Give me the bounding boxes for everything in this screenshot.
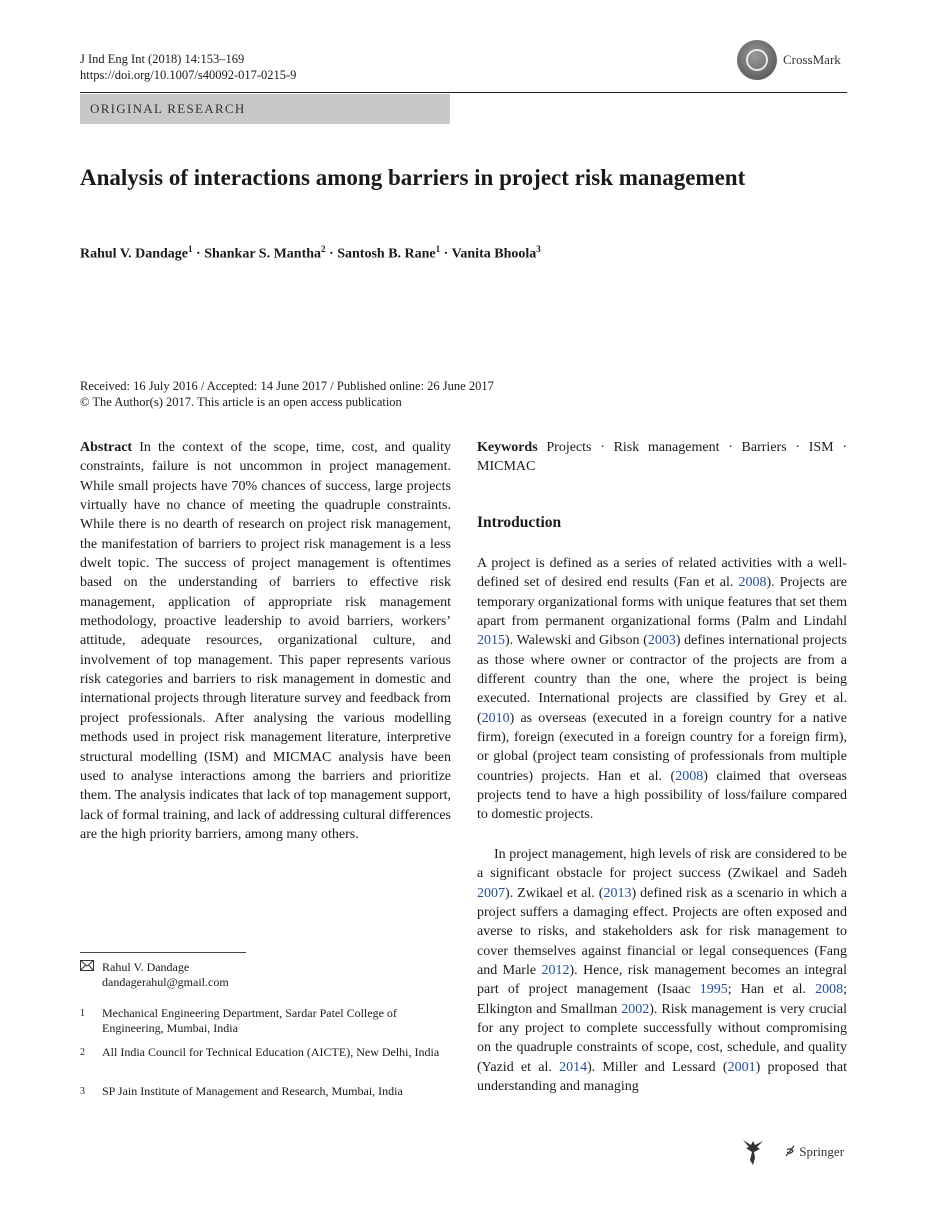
keywords bbox=[477, 438, 847, 477]
paragraph-text: ) as overseas (executed in a foreign country for a native firm), foreign (executed in a foreign country for a foreign firm), or global (project team consisting of professionals from multiple countries) projects. Han et al. ( bbox=[477, 710, 847, 784]
citation-link[interactable]: 1995 bbox=[699, 982, 728, 998]
publisher-logo bbox=[740, 1138, 850, 1168]
citation-link[interactable]: 2008 bbox=[738, 575, 767, 591]
corresponding-author bbox=[80, 960, 452, 992]
author-affiliation-mark: 1 bbox=[435, 244, 441, 254]
affiliation-text: SP Jain Institute of Management and Research, Mumbai, India bbox=[102, 1084, 403, 1098]
author-separator: · bbox=[440, 246, 452, 262]
springer-horse-icon bbox=[740, 1138, 766, 1166]
paragraph-text: ). Zwikael et al. ( bbox=[505, 885, 604, 901]
paragraph-text: ) defines international projects as those where owner or contractor of the projects are from a different country than the one, where the project is being executed. International projects are classified by Grey et al. ( bbox=[477, 633, 848, 726]
crossmark-label: CrossMark bbox=[783, 52, 841, 67]
affiliation-text: Mechanical Engineering Department, Sardar Patel College of Engineering, Mumbai, India bbox=[102, 1006, 397, 1036]
affiliation-1 bbox=[80, 1006, 452, 1038]
affiliation-text: All India Council for Technical Education (AICTE), New Delhi, India bbox=[102, 1045, 440, 1059]
paragraph-text: ). Risk management is very crucial for any project to complete successfully without compromising on the quadruple constraints of scope, cost, schedule, and quality (Yazid et al. bbox=[477, 1001, 847, 1075]
author-affiliation-mark: 2 bbox=[321, 244, 326, 254]
paragraph-text: ; Han et al. bbox=[727, 982, 816, 998]
author-affiliation-mark: 1 bbox=[188, 244, 193, 254]
citation-link[interactable]: 2001 bbox=[727, 1059, 756, 1075]
paragraph-text: ). Miller and Lessard ( bbox=[587, 1059, 728, 1075]
affiliation-number: 2 bbox=[80, 1047, 85, 1058]
author-name[interactable]: Shankar S. Mantha bbox=[204, 246, 322, 262]
header-divider bbox=[80, 92, 847, 93]
affiliation-2 bbox=[80, 1045, 452, 1077]
envelope-icon bbox=[80, 960, 94, 976]
author-separator: · bbox=[325, 246, 338, 262]
footnote-divider bbox=[80, 952, 246, 953]
doi-link[interactable]: https://doi.org/10.1007/s40092-017-0215-9 bbox=[80, 67, 297, 82]
paragraph-text: ) proposed that understanding and managing bbox=[477, 1059, 847, 1095]
section-banner-label: ORIGINAL RESEARCH bbox=[90, 101, 246, 116]
citation-link[interactable]: 2008 bbox=[675, 768, 704, 784]
paragraph-text: ). Walewski and Gibson ( bbox=[505, 633, 648, 649]
contact-name: Rahul V. Dandage bbox=[102, 960, 190, 974]
citation-link[interactable]: 2013 bbox=[603, 885, 632, 901]
section-banner bbox=[80, 94, 450, 124]
springer-mark-icon bbox=[784, 1145, 796, 1157]
article-title: Analysis of interactions among barriers in project risk management bbox=[80, 165, 746, 190]
author-name[interactable]: Rahul V. Dandage bbox=[80, 246, 189, 262]
paragraph-text: ). Projects are temporary organizational forms with unique features that set them apart from permanent organizational forms (Palm and Lindahl bbox=[477, 575, 847, 630]
keywords-label: Keywords bbox=[477, 440, 538, 455]
citation-link[interactable]: 2014 bbox=[559, 1059, 588, 1075]
affiliation-3 bbox=[80, 1084, 452, 1116]
history-dates: Received: 16 July 2016 / Accepted: 14 June 2017 / Published online: 26 June 2017 bbox=[80, 379, 494, 393]
citation-link[interactable]: 2012 bbox=[541, 963, 570, 979]
citation-link[interactable]: 2015 bbox=[477, 633, 505, 649]
introduction-heading: Introduction bbox=[477, 514, 562, 531]
abstract-text: In the context of the scope, time, cost, and quality constraints, failure is not uncommon in project management. While small projects have 70% chances of success, large projects virtually have no chance of meeting the quadruple constraints. While there is no dearth of research on project risk management, the manifestation of barriers to project risk management is a less dwelt topic. The success of project management is oftentimes based on the understanding of barriers to effective risk management, application of appropriate risk management methodology, proactive leadership to avoid barriers, workers’ attitude, adequate resources, organizational culture, and involvement of top management. This paper represents various risk categories and barriers to risk management in domestic and international projects through literature survey and feedback from project professionals. After analysing the various modelling methods used in project risk management literature, interpretive structural modelling (ISM) and MICMAC analysis have been used to analyse interactions among the barriers and prioritize them. The analysis indicates that lack of top management support, lack of formal training, and lack of addressing cultural differences are the high priority barriers, among many others. bbox=[80, 440, 451, 842]
paragraph-text: ) claimed that overseas projects tend to have a high possibility of loss/failure compared to domestic projects. bbox=[477, 768, 847, 823]
author-affiliation-mark: 3 bbox=[536, 244, 541, 254]
keywords-text: Projects · Risk management · Barriers · ISM · MICMAC bbox=[477, 440, 847, 475]
paragraph-text: ; Elkington and Smallman bbox=[477, 982, 847, 1017]
publication-dates bbox=[80, 379, 494, 410]
contact-email[interactable]: dandagerahul@gmail.com bbox=[102, 975, 229, 990]
paragraph-text: ). Hence, risk management becomes an integral part of project management (Isaac bbox=[477, 963, 847, 998]
introduction-paragraph-1 bbox=[477, 554, 847, 825]
author-name[interactable]: Vanita Bhoola bbox=[451, 246, 537, 262]
paragraph-text: In project management, high levels of risk are considered to be a significant obstacle for project success (Zwikael and Sadeh bbox=[477, 847, 847, 882]
citation-link[interactable]: 2002 bbox=[621, 1001, 650, 1017]
abstract bbox=[80, 438, 451, 844]
abstract-label: Abstract bbox=[80, 440, 133, 455]
author-name[interactable]: Santosh B. Rane bbox=[337, 246, 436, 262]
author-list bbox=[80, 244, 541, 263]
author-separator: · bbox=[192, 246, 205, 262]
journal-citation bbox=[80, 52, 296, 83]
citation-link[interactable]: 2010 bbox=[481, 710, 510, 726]
citation-link[interactable]: 2007 bbox=[477, 885, 505, 901]
crossmark-icon bbox=[737, 40, 777, 80]
introduction-paragraph-2 bbox=[477, 845, 847, 1096]
publisher-name: Springer bbox=[799, 1144, 845, 1159]
copyright-line: © The Author(s) 2017. This article is an open access publication bbox=[80, 394, 402, 409]
citation-link[interactable]: 2008 bbox=[815, 982, 844, 998]
citation-link[interactable]: 2003 bbox=[647, 633, 676, 649]
affiliation-number: 3 bbox=[80, 1086, 85, 1097]
crossmark-badge[interactable] bbox=[737, 40, 847, 82]
affiliation-number: 1 bbox=[80, 1008, 85, 1019]
journal-line: J Ind Eng Int (2018) 14:153–169 bbox=[80, 52, 245, 66]
paragraph-text: A project is defined as a series of related activities with a well-defined set of desired end results (Fan et al. bbox=[477, 556, 847, 591]
paragraph-text: ) defined risk as a scenario in which a project suffers a damaging effect. Projects are often exposed and averse to risks, and stakeholders ask for risk management to cover themselves against financial or legal consequences (Fang and Marle bbox=[477, 885, 847, 979]
springer-wordmark bbox=[784, 1144, 844, 1160]
